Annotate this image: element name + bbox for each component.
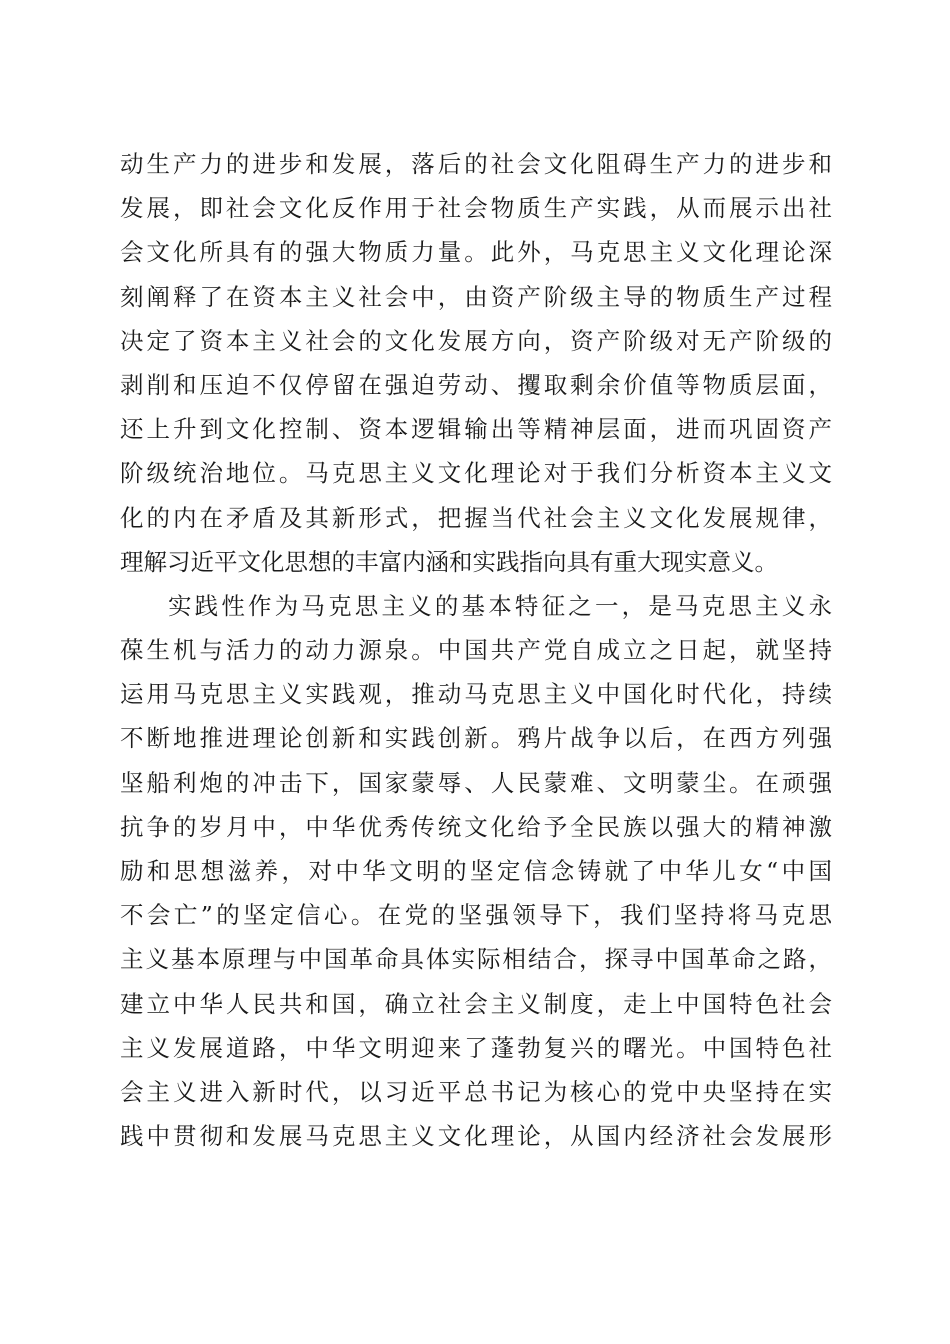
text-line: 主义发展道路，中华文明迎来了蓬勃复兴的曙光。中国特色社 xyxy=(120,1033,832,1062)
text-line: 运用马克思主义实践观，推动马克思主义中国化时代化，持续 xyxy=(120,680,832,709)
text-line: 不会亡”的坚定信心。在党的坚强领导下，我们坚持将马克思 xyxy=(120,901,832,930)
text-line: 化的内在矛盾及其新形式，把握当代社会主义文化发展规律， xyxy=(120,503,832,532)
text-line: 动生产力的进步和发展，落后的社会文化阻碍生产力的进步和 xyxy=(120,150,832,178)
text-line: 阶级统治地位。马克思主义文化理论对于我们分析资本主义文 xyxy=(120,459,832,488)
paragraph-2 xyxy=(120,584,832,1158)
text-line: 励和思想滋养，对中华文明的坚定信念铸就了中华儿女“中国 xyxy=(120,857,832,885)
text-line: 坚船利炮的冲击下，国家蒙辱、人民蒙难、文明蒙尘。在顽强 xyxy=(120,768,832,797)
text-line: 践中贯彻和发展马克思主义文化理论，从国内经济社会发展形 xyxy=(120,1122,832,1151)
text-line: 葆生机与活力的动力源泉。中国共产党自成立之日起，就坚持 xyxy=(120,636,832,665)
text-line: 建立中华人民共和国，确立社会主义制度，走上中国特色社会 xyxy=(120,989,832,1018)
text-line: 会文化所具有的强大物质力量。此外，马克思主义文化理论深 xyxy=(120,238,832,267)
text-line: 抗争的岁月中，中华优秀传统文化给予全民族以强大的精神激 xyxy=(120,812,832,841)
text-line: 剥削和压迫不仅停留在强迫劳动、攫取剩余价值等物质层面， xyxy=(120,370,832,399)
text-line: 刻阐释了在资本主义社会中，由资产阶级主导的物质生产过程 xyxy=(120,282,832,311)
text-line: 实践性作为马克思主义的基本特征之一，是马克思主义永 xyxy=(168,591,832,620)
text-line: 主义基本原理与中国革命具体实际相结合，探寻中国革命之路， xyxy=(120,945,832,974)
text-line: 决定了资本主义社会的文化发展方向，资产阶级对无产阶级的 xyxy=(120,326,832,355)
text-line: 理解习近平文化思想的丰富内涵和实践指向具有重大现实意义。 xyxy=(120,547,778,576)
body-text xyxy=(120,142,832,1158)
text-line: 不断地推进理论创新和实践创新。鸦片战争以后，在西方列强 xyxy=(120,724,832,753)
paragraph-1 xyxy=(120,142,832,584)
text-line: 还上升到文化控制、资本逻辑输出等精神层面，进而巩固资产 xyxy=(120,415,832,444)
text-line: 发展，即社会文化反作用于社会物质生产实践，从而展示出社 xyxy=(120,194,832,223)
text-line: 会主义进入新时代，以习近平总书记为核心的党中央坚持在实 xyxy=(120,1077,832,1106)
